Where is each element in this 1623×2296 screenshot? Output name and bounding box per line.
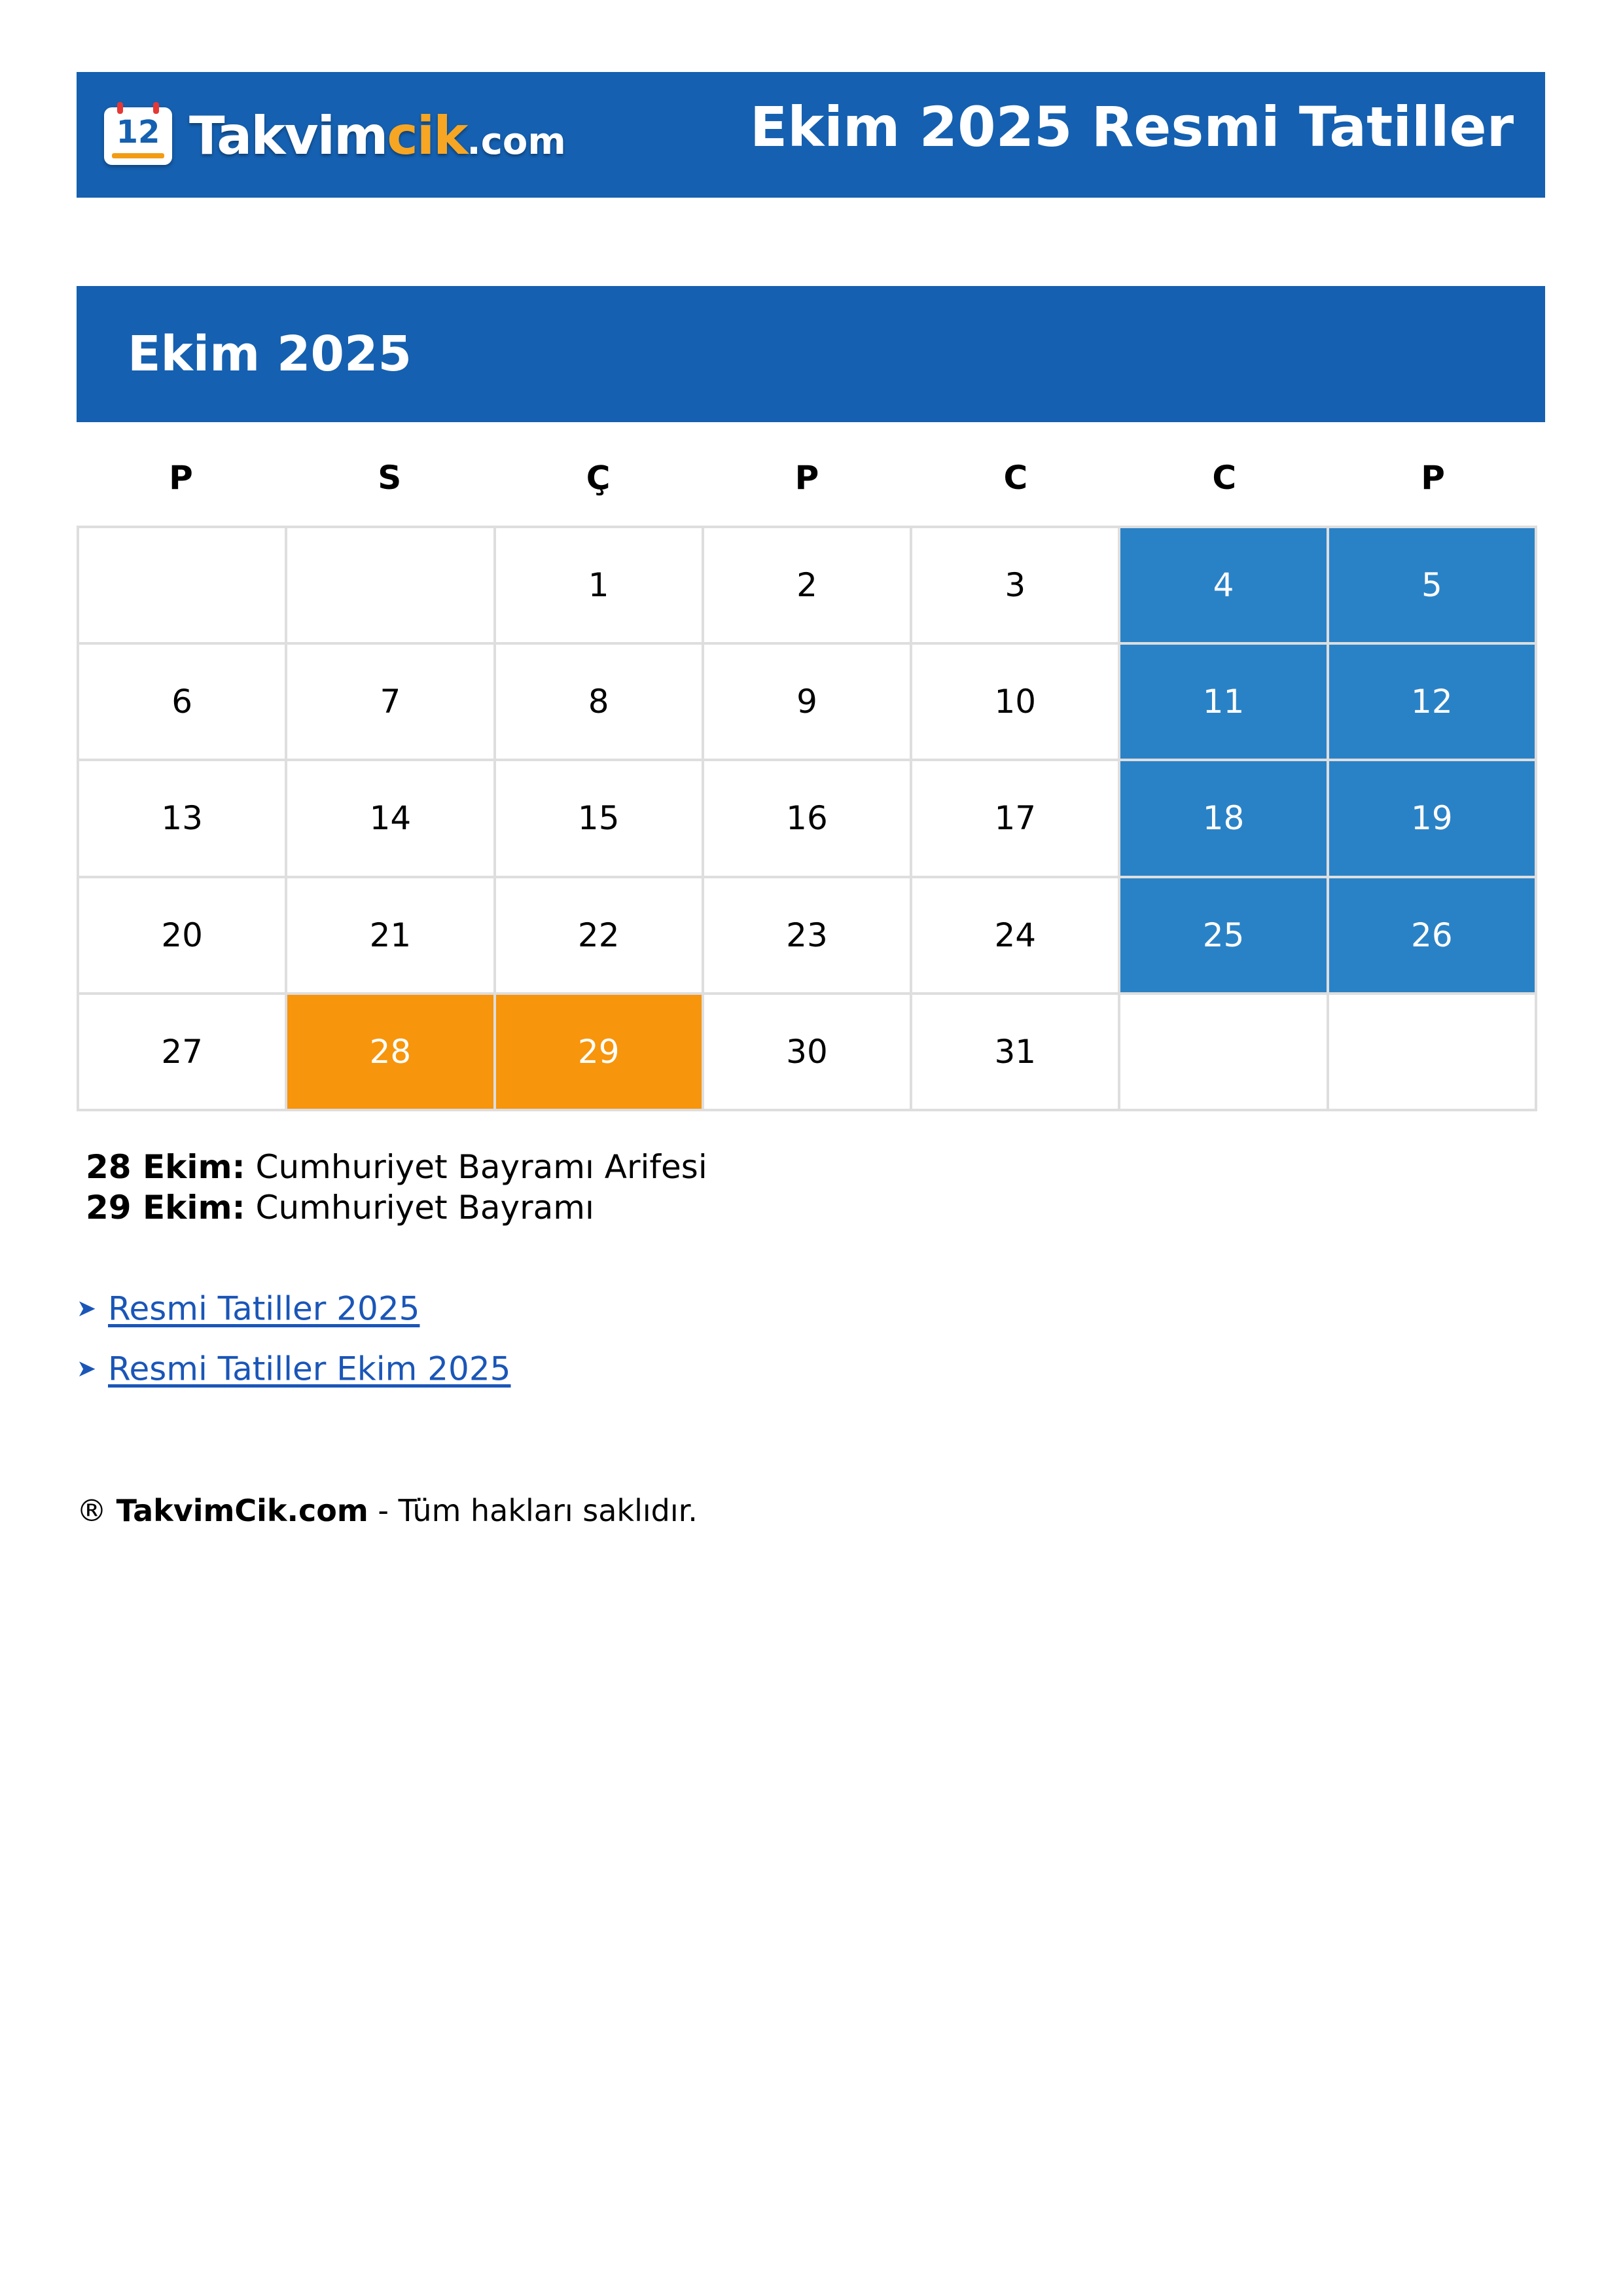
- weekend-day-cell: 4: [1120, 528, 1329, 645]
- holiday-name: Cumhuriyet Bayramı: [255, 1189, 594, 1227]
- holiday-date: 29 Ekim:: [86, 1189, 245, 1227]
- weekend-day-cell: 11: [1120, 645, 1329, 761]
- weekend-day-cell: 19: [1329, 761, 1537, 878]
- day-cell: 14: [287, 761, 495, 878]
- day-cell: 24: [912, 878, 1120, 995]
- registered-icon: ®: [77, 1493, 107, 1528]
- weekend-day-cell: 12: [1329, 645, 1537, 761]
- logo-wordmark: [189, 105, 566, 168]
- holiday-item: [86, 1147, 1002, 1187]
- weekday-label: C: [1003, 459, 1028, 497]
- link-resmi-tatiller-2025[interactable]: Resmi Tatiller 2025: [108, 1289, 420, 1328]
- day-cell: 21: [287, 878, 495, 995]
- calendar-icon-bar: [112, 153, 164, 158]
- weekday-label: P: [794, 459, 819, 497]
- page-title: Ekim 2025 Resmi Tatiller: [749, 95, 1514, 159]
- day-cell: 8: [496, 645, 704, 761]
- arrow-right-icon: ➤: [77, 1295, 97, 1322]
- holiday-date: 28 Ekim:: [86, 1148, 245, 1186]
- day-cell: 1: [496, 528, 704, 645]
- day-cell: 7: [287, 645, 495, 761]
- day-cell: 6: [79, 645, 287, 761]
- weekday-row: [77, 445, 1537, 511]
- day-cell: 22: [496, 878, 704, 995]
- weekend-day-cell: 25: [1120, 878, 1329, 995]
- weekend-day-cell: 5: [1329, 528, 1537, 645]
- day-cell: 17: [912, 761, 1120, 878]
- month-title: Ekim 2025: [128, 326, 412, 382]
- month-header: [77, 286, 1545, 422]
- calendar-icon-number: 12: [116, 114, 160, 151]
- logo-word-cik: cik: [387, 105, 467, 166]
- link-resmi-tatiller-ekim-2025[interactable]: Resmi Tatiller Ekim 2025: [108, 1350, 511, 1388]
- logo-word-com: .com: [467, 120, 566, 163]
- day-cell: 3: [912, 528, 1120, 645]
- link-item: [77, 1348, 993, 1408]
- footer: [77, 1490, 698, 1532]
- day-cell: 30: [704, 995, 912, 1111]
- footer-brand: TakvimCik.com: [116, 1493, 368, 1528]
- holiday-day-cell: 29: [496, 995, 704, 1111]
- empty-day-cell: [79, 528, 287, 645]
- holiday-name: Cumhuriyet Bayramı Arifesi: [255, 1148, 707, 1186]
- day-cell: 2: [704, 528, 912, 645]
- empty-day-cell: [1329, 995, 1537, 1111]
- arrow-right-icon: ➤: [77, 1355, 97, 1382]
- day-cell: 27: [79, 995, 287, 1111]
- day-cell: 23: [704, 878, 912, 995]
- empty-day-cell: [1120, 995, 1329, 1111]
- related-links: [77, 1287, 993, 1408]
- calendar-ring-left: [117, 102, 123, 114]
- day-cell: 16: [704, 761, 912, 878]
- holiday-list: [86, 1147, 1002, 1228]
- day-cell: 15: [496, 761, 704, 878]
- weekend-day-cell: 26: [1329, 878, 1537, 995]
- calendar-ring-right: [153, 102, 159, 114]
- holiday-item: [86, 1187, 1002, 1228]
- day-cell: 20: [79, 878, 287, 995]
- calendar-grid: [77, 526, 1537, 1111]
- calendar-icon: [104, 107, 172, 165]
- day-cell: 13: [79, 761, 287, 878]
- link-item: [77, 1287, 993, 1348]
- day-cell: 10: [912, 645, 1120, 761]
- weekday-label: P: [169, 459, 193, 497]
- weekday-label: C: [1212, 459, 1237, 497]
- logo-word-takvim: Takvim: [189, 105, 387, 166]
- weekday-label: Ç: [586, 459, 611, 497]
- header-banner: [77, 72, 1545, 198]
- weekday-label: S: [378, 459, 402, 497]
- day-cell: 9: [704, 645, 912, 761]
- weekday-label: P: [1421, 459, 1445, 497]
- empty-day-cell: [287, 528, 495, 645]
- holiday-day-cell: 28: [287, 995, 495, 1111]
- weekend-day-cell: 18: [1120, 761, 1329, 878]
- footer-text: - Tüm hakları saklıdır.: [378, 1493, 698, 1528]
- day-cell: 31: [912, 995, 1120, 1111]
